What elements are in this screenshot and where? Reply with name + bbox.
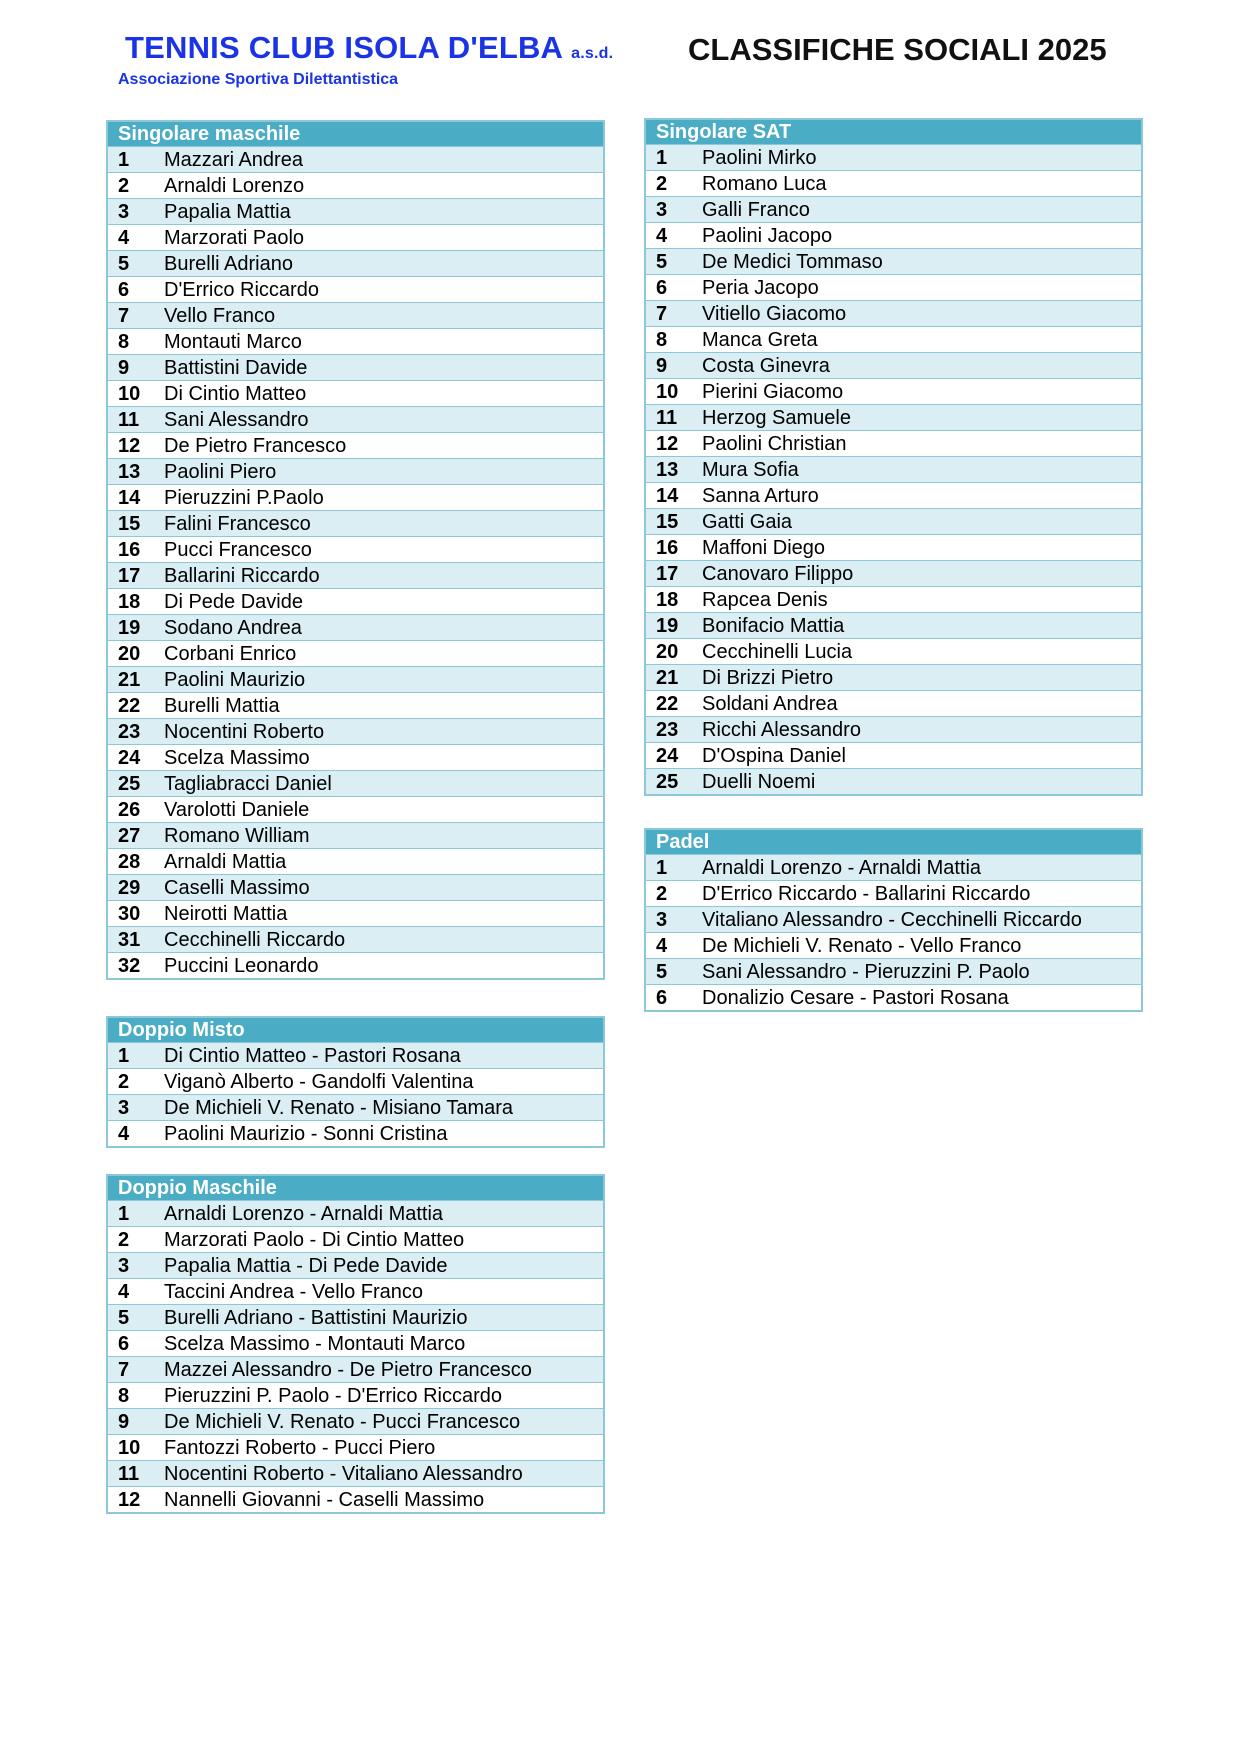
ranking-row (646, 638, 1141, 664)
rank-position: 16 (118, 539, 141, 561)
player-name: Mura Sofia (702, 459, 799, 481)
club-name-text: TENNIS CLUB ISOLA D'ELBA (125, 30, 564, 65)
player-name: Paolini Piero (164, 461, 277, 483)
rank-position: 16 (656, 537, 679, 559)
ranking-list (646, 854, 1141, 1010)
ranking-title: Doppio Misto (108, 1018, 603, 1042)
player-name: Donalizio Cesare - Pastori Rosana (702, 987, 1009, 1009)
player-name: De Michieli V. Renato - Vello Franco (702, 935, 1022, 957)
ranking-row (108, 1042, 603, 1068)
club-suffix: a.s.d. (571, 45, 614, 62)
rank-position: 14 (118, 487, 141, 509)
ranking-padel (644, 828, 1143, 1012)
rank-position: 4 (118, 1281, 130, 1303)
player-name: Tagliabracci Daniel (164, 773, 332, 795)
player-name: Bonifacio Mattia (702, 615, 845, 637)
player-name: Montauti Marco (164, 331, 302, 353)
player-name: Mazzari Andrea (164, 149, 303, 171)
player-name: Arnaldi Lorenzo - Arnaldi Mattia (702, 857, 982, 879)
player-name: Manca Greta (702, 329, 818, 351)
player-name: D'Errico Riccardo - Ballarini Riccardo (702, 883, 1031, 905)
ranking-singolare-sat (644, 118, 1143, 796)
ranking-row (108, 562, 603, 588)
player-name: Galli Franco (702, 199, 810, 221)
ranking-row (108, 1356, 603, 1382)
ranking-row (646, 906, 1141, 932)
ranking-row (108, 588, 603, 614)
ranking-row (646, 144, 1141, 170)
ranking-row (646, 196, 1141, 222)
rank-position: 9 (118, 1411, 130, 1433)
ranking-row (646, 958, 1141, 984)
rank-position: 3 (118, 201, 130, 223)
ranking-row (646, 378, 1141, 404)
player-name: Pierini Giacomo (702, 381, 844, 403)
player-name: Costa Ginevra (702, 355, 830, 377)
ranking-row (108, 874, 603, 900)
player-name: Marzorati Paolo - Di Cintio Matteo (164, 1229, 465, 1251)
rank-position: 2 (656, 883, 668, 905)
ranking-row (108, 822, 603, 848)
ranking-row (108, 640, 603, 666)
player-name: Canovaro Filippo (702, 563, 854, 585)
player-name: De Medici Tommaso (702, 251, 883, 273)
player-name: Caselli Massimo (164, 877, 310, 899)
player-name: Battistini Davide (164, 357, 308, 379)
rank-position: 7 (656, 303, 668, 325)
ranking-row (646, 854, 1141, 880)
ranking-row (108, 1304, 603, 1330)
rank-position: 13 (118, 461, 141, 483)
player-name: Vello Franco (164, 305, 276, 327)
rank-position: 23 (118, 721, 141, 743)
ranking-row (646, 300, 1141, 326)
player-name: Burelli Adriano (164, 253, 293, 275)
player-name: De Pietro Francesco (164, 435, 347, 457)
player-name: Sani Alessandro (164, 409, 309, 431)
player-name: Peria Jacopo (702, 277, 819, 299)
ranking-row (108, 1382, 603, 1408)
player-name: Sani Alessandro - Pieruzzini P. Paolo (702, 961, 1030, 983)
ranking-row (108, 1200, 603, 1226)
player-name: Paolini Jacopo (702, 225, 833, 247)
ranking-doppio-misto (106, 1016, 605, 1148)
ranking-row (646, 482, 1141, 508)
rank-position: 32 (118, 955, 141, 977)
player-name: Romano William (164, 825, 310, 847)
rank-position: 10 (118, 383, 141, 405)
ranking-row (108, 848, 603, 874)
rank-position: 3 (118, 1097, 130, 1119)
rank-position: 1 (118, 1045, 130, 1067)
player-name: Sodano Andrea (164, 617, 302, 639)
rank-position: 26 (118, 799, 141, 821)
ranking-list (108, 1200, 603, 1512)
rank-position: 5 (118, 253, 130, 275)
ranking-row (108, 1120, 603, 1146)
rank-position: 11 (118, 1463, 140, 1485)
club-name (125, 30, 613, 66)
rank-position: 12 (118, 1489, 141, 1511)
ranking-row (646, 768, 1141, 794)
player-name: Viganò Alberto - Gandolfi Valentina (164, 1071, 474, 1093)
player-name: Paolini Mirko (702, 147, 817, 169)
ranking-row (108, 406, 603, 432)
ranking-row (646, 404, 1141, 430)
ranking-row (108, 1486, 603, 1512)
rank-position: 12 (118, 435, 141, 457)
rank-position: 18 (656, 589, 679, 611)
rank-position: 18 (118, 591, 141, 613)
ranking-row (646, 932, 1141, 958)
player-name: Arnaldi Mattia (164, 851, 287, 873)
player-name: Sanna Arturo (702, 485, 819, 507)
rank-position: 12 (656, 433, 679, 455)
rank-position: 31 (118, 929, 141, 951)
player-name: Fantozzi Roberto - Pucci Piero (164, 1437, 436, 1459)
player-name: Puccini Leonardo (164, 955, 319, 977)
ranking-row (108, 354, 603, 380)
rank-position: 20 (118, 643, 141, 665)
rank-position: 6 (118, 279, 130, 301)
player-name: Pieruzzini P. Paolo - D'Errico Riccardo (164, 1385, 503, 1407)
player-name: Duelli Noemi (702, 771, 816, 793)
rank-position: 23 (656, 719, 679, 741)
rank-position: 20 (656, 641, 679, 663)
rank-position: 7 (118, 1359, 130, 1381)
ranking-row (108, 952, 603, 978)
rank-position: 25 (118, 773, 141, 795)
rank-position: 8 (118, 331, 130, 353)
ranking-row (108, 328, 603, 354)
player-name: Nannelli Giovanni - Caselli Massimo (164, 1489, 485, 1511)
ranking-title: Singolare maschile (108, 122, 603, 146)
player-name: Burelli Mattia (164, 695, 280, 717)
player-name: Mazzei Alessandro - De Pietro Francesco (164, 1359, 532, 1381)
rank-position: 11 (656, 407, 678, 429)
ranking-row (108, 172, 603, 198)
rank-position: 3 (118, 1255, 130, 1277)
ranking-row (108, 224, 603, 250)
player-name: Cecchinelli Lucia (702, 641, 853, 663)
rank-position: 13 (656, 459, 679, 481)
ranking-row (646, 690, 1141, 716)
rank-position: 1 (118, 1203, 130, 1225)
ranking-row (646, 456, 1141, 482)
ranking-row (108, 536, 603, 562)
player-name: Arnaldi Lorenzo - Arnaldi Mattia (164, 1203, 444, 1225)
player-name: Di Brizzi Pietro (702, 667, 834, 689)
rank-position: 6 (656, 987, 668, 1009)
player-name: Paolini Maurizio - Sonni Cristina (164, 1123, 448, 1145)
player-name: Pucci Francesco (164, 539, 312, 561)
rank-position: 4 (118, 227, 130, 249)
player-name: Di Cintio Matteo - Pastori Rosana (164, 1045, 461, 1067)
ranking-row (108, 796, 603, 822)
ranking-row (108, 770, 603, 796)
ranking-row (646, 586, 1141, 612)
ranking-row (108, 900, 603, 926)
player-name: Scelza Massimo - Montauti Marco (164, 1333, 466, 1355)
ranking-row (108, 614, 603, 640)
ranking-row (646, 742, 1141, 768)
player-name: Romano Luca (702, 173, 827, 195)
ranking-row (108, 1434, 603, 1460)
player-name: Vitaliano Alessandro - Cecchinelli Riccardo (702, 909, 1082, 931)
ranking-row (646, 222, 1141, 248)
ranking-row (108, 1408, 603, 1434)
player-name: Papalia Mattia - Di Pede Davide (164, 1255, 448, 1277)
ranking-row (646, 612, 1141, 638)
rank-position: 30 (118, 903, 141, 925)
player-name: Varolotti Daniele (164, 799, 310, 821)
ranking-row (646, 508, 1141, 534)
rank-position: 8 (656, 329, 668, 351)
player-name: Ricchi Alessandro (702, 719, 861, 741)
player-name: Di Pede Davide (164, 591, 303, 613)
rank-position: 22 (656, 693, 679, 715)
ranking-row (108, 458, 603, 484)
rank-position: 29 (118, 877, 141, 899)
ranking-list (108, 146, 603, 978)
player-name: Burelli Adriano - Battistini Maurizio (164, 1307, 468, 1329)
ranking-row (646, 664, 1141, 690)
ranking-row (108, 926, 603, 952)
rank-position: 9 (656, 355, 668, 377)
ranking-row (108, 1226, 603, 1252)
rank-position: 14 (656, 485, 679, 507)
rank-position: 11 (118, 409, 140, 431)
rank-position: 1 (118, 149, 130, 171)
ranking-row (646, 170, 1141, 196)
ranking-list (646, 144, 1141, 794)
player-name: Nocentini Roberto (164, 721, 325, 743)
club-subtitle: Associazione Sportiva Dilettantistica (118, 71, 399, 88)
ranking-row (108, 380, 603, 406)
player-name: Neirotti Mattia (164, 903, 288, 925)
rank-position: 3 (656, 199, 668, 221)
ranking-row (108, 1094, 603, 1120)
rank-position: 10 (656, 381, 679, 403)
rank-position: 17 (656, 563, 679, 585)
ranking-title: Doppio Maschile (108, 1176, 603, 1200)
rank-position: 8 (118, 1385, 130, 1407)
player-name: D'Ospina Daniel (702, 745, 846, 767)
rank-position: 3 (656, 909, 668, 931)
rank-position: 5 (118, 1307, 130, 1329)
rank-position: 21 (118, 669, 141, 691)
ranking-row (108, 744, 603, 770)
rank-position: 5 (656, 251, 668, 273)
player-name: Di Cintio Matteo (164, 383, 307, 405)
ranking-row (108, 432, 603, 458)
rank-position: 1 (656, 147, 668, 169)
player-name: Paolini Maurizio (164, 669, 306, 691)
rank-position: 6 (656, 277, 668, 299)
player-name: De Michieli V. Renato - Misiano Tamara (164, 1097, 514, 1119)
ranking-row (108, 1278, 603, 1304)
ranking-row (108, 250, 603, 276)
ranking-row (646, 880, 1141, 906)
rank-position: 27 (118, 825, 141, 847)
player-name: Corbani Enrico (164, 643, 297, 665)
rank-position: 25 (656, 771, 679, 793)
document-title: CLASSIFICHE SOCIALI 2025 (688, 32, 1107, 67)
player-name: Taccini Andrea - Vello Franco (164, 1281, 424, 1303)
ranking-row (646, 716, 1141, 742)
ranking-row (108, 198, 603, 224)
rank-position: 1 (656, 857, 668, 879)
ranking-row (108, 1330, 603, 1356)
ranking-row (108, 276, 603, 302)
ranking-row (108, 1460, 603, 1486)
ranking-doppio-maschile (106, 1174, 605, 1514)
player-name: Gatti Gaia (702, 511, 793, 533)
ranking-title: Padel (646, 830, 1141, 854)
ranking-row (108, 510, 603, 536)
rank-position: 4 (656, 225, 668, 247)
player-name: Papalia Mattia (164, 201, 291, 223)
ranking-list (108, 1042, 603, 1146)
player-name: Cecchinelli Riccardo (164, 929, 346, 951)
player-name: Maffoni Diego (702, 537, 826, 559)
rank-position: 9 (118, 357, 130, 379)
rank-position: 2 (118, 175, 130, 197)
player-name: Arnaldi Lorenzo (164, 175, 305, 197)
rank-position: 17 (118, 565, 141, 587)
rank-position: 4 (656, 935, 668, 957)
ranking-row (108, 484, 603, 510)
rank-position: 4 (118, 1123, 130, 1145)
player-name: Ballarini Riccardo (164, 565, 320, 587)
rank-position: 19 (118, 617, 141, 639)
ranking-singolare-maschile (106, 120, 605, 980)
ranking-row (108, 1252, 603, 1278)
player-name: Paolini Christian (702, 433, 847, 455)
rank-position: 2 (118, 1229, 130, 1251)
rank-position: 22 (118, 695, 141, 717)
rank-position: 2 (656, 173, 668, 195)
player-name: Pieruzzini P.Paolo (164, 487, 324, 509)
rank-position: 15 (118, 513, 141, 535)
player-name: Herzog Samuele (702, 407, 851, 429)
player-name: Marzorati Paolo (164, 227, 305, 249)
rank-position: 19 (656, 615, 679, 637)
ranking-row (646, 534, 1141, 560)
rank-position: 28 (118, 851, 141, 873)
ranking-row (646, 326, 1141, 352)
ranking-row (646, 560, 1141, 586)
player-name: De Michieli V. Renato - Pucci Francesco (164, 1411, 521, 1433)
player-name: Soldani Andrea (702, 693, 838, 715)
ranking-row (108, 666, 603, 692)
ranking-title: Singolare SAT (646, 120, 1141, 144)
player-name: Rapcea Denis (702, 589, 828, 611)
rank-position: 2 (118, 1071, 130, 1093)
ranking-row (108, 302, 603, 328)
player-name: Vitiello Giacomo (702, 303, 847, 325)
ranking-row (108, 1068, 603, 1094)
rank-position: 21 (656, 667, 679, 689)
rank-position: 6 (118, 1333, 130, 1355)
player-name: Scelza Massimo (164, 747, 310, 769)
ranking-row (646, 984, 1141, 1010)
ranking-row (646, 274, 1141, 300)
rank-position: 15 (656, 511, 679, 533)
player-name: D'Errico Riccardo (164, 279, 319, 301)
rank-position: 7 (118, 305, 130, 327)
ranking-row (646, 430, 1141, 456)
ranking-row (646, 352, 1141, 378)
player-name: Nocentini Roberto - Vitaliano Alessandro (164, 1463, 523, 1485)
ranking-row (108, 718, 603, 744)
rank-position: 5 (656, 961, 668, 983)
ranking-row (108, 692, 603, 718)
ranking-row (108, 146, 603, 172)
player-name: Falini Francesco (164, 513, 311, 535)
ranking-row (646, 248, 1141, 274)
rank-position: 24 (656, 745, 679, 767)
rank-position: 24 (118, 747, 141, 769)
rank-position: 10 (118, 1437, 141, 1459)
